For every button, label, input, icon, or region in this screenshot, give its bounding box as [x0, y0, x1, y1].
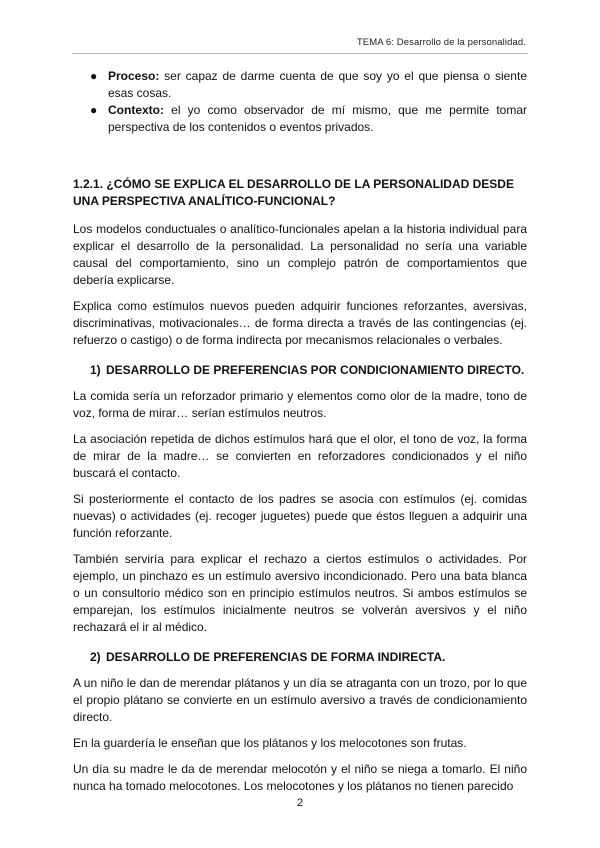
subsection-heading-1 — [73, 362, 527, 379]
section-heading: 1.2.1. ¿CÓMO SE EXPLICA EL DESARROLLO DE LA PERSONALIDAD DESDE UNA PERSPECTIVA ANALÍTICO-FUNCIONAL? — [73, 177, 514, 208]
paragraph: A un niño le dan de merendar plátanos y un día se atraganta con un trozo, por lo que el propio plátano se convierte en un estímulo aversivo a través de condicionamiento directo. — [73, 676, 527, 724]
paragraph: También serviría para explicar el rechazo a ciertos estímulos o actividades. Por ejemplo, un pinchazo es un estímulo aversivo incondicionado. Pero una bata blanca o un consultorio médico son en principio estímulos neutros. Si ambos estímulos se emparejan, los estímulos inicialmente neutros se volverán aversivos y el niño rechazará el ir al médico. — [73, 552, 527, 634]
header-rule — [72, 53, 528, 54]
bullet-text: el yo como observador de mí mismo, que me permite tomar perspectiva de los contenidos o eventos privados. — [108, 103, 527, 134]
list-item — [73, 68, 527, 102]
list-item — [73, 102, 527, 136]
bullet-text: ser capaz de darme cuenta de que soy yo el que piensa o siente esas cosas. — [108, 69, 527, 100]
bullet-term: Proceso: — [108, 69, 160, 83]
paragraph: La comida sería un reforzador primario y elementos como olor de la madre, tono de voz, forma de mirar… serían estímulos neutros. — [73, 389, 527, 420]
subsection-number: 2) — [90, 650, 101, 664]
subsection-number: 1) — [90, 363, 101, 377]
page-body — [73, 68, 527, 804]
paragraph: Explica como estímulos nuevos pueden adquirir funciones reforzantes, aversivas, discriminativas, motivacionales… de forma directa a través de las contingencias (ej. refuerzo o castigo) o de forma indirecta por mecanismos relacionales o verbales. — [73, 299, 527, 347]
paragraph: Los modelos conductuales o analítico-funcionales apelan a la historia individual para explicar el desarrollo de la personalidad. La personalidad no sería una variable causal del comportamiento, sino un complejo patrón de comportamientos que debería explicarse. — [73, 222, 527, 287]
page-number: 2 — [296, 797, 304, 809]
bullet-list — [73, 68, 527, 136]
subsection-title: DESARROLLO DE PREFERENCIAS POR CONDICIONAMIENTO DIRECTO. — [106, 363, 525, 377]
paragraph: En la guardería le enseñan que los plátanos y los melocotones son frutas. — [73, 736, 467, 750]
subsection-heading-2 — [73, 649, 527, 666]
bullet-icon: ● — [90, 103, 98, 117]
bullet-icon: ● — [90, 69, 98, 83]
subsection-title: DESARROLLO DE PREFERENCIAS DE FORMA INDIRECTA. — [106, 650, 446, 664]
paragraph: Un día su madre le da de merendar melocotón y el niño se niega a tomarlo. El niño nunca ha tomado melocotones. Los melocotones y los plátanos no tienen parecido — [73, 762, 527, 793]
bullet-term: Contexto: — [108, 103, 164, 117]
paragraph: La asociación repetida de dichos estímulos hará que el olor, el tono de voz, la forma de mirar de la madre… se convierten en reforzadores condicionados y el niño buscará el contacto. — [73, 432, 527, 480]
paragraph: Si posteriormente el contacto de los padres se asocia con estímulos (ej. comidas nuevas) o actividades (ej. recoger juguetes) puede que éstos lleguen a adquirir una función reforzante. — [73, 492, 527, 540]
running-header: TEMA 6: Desarrollo de la personalidad. — [356, 37, 526, 48]
